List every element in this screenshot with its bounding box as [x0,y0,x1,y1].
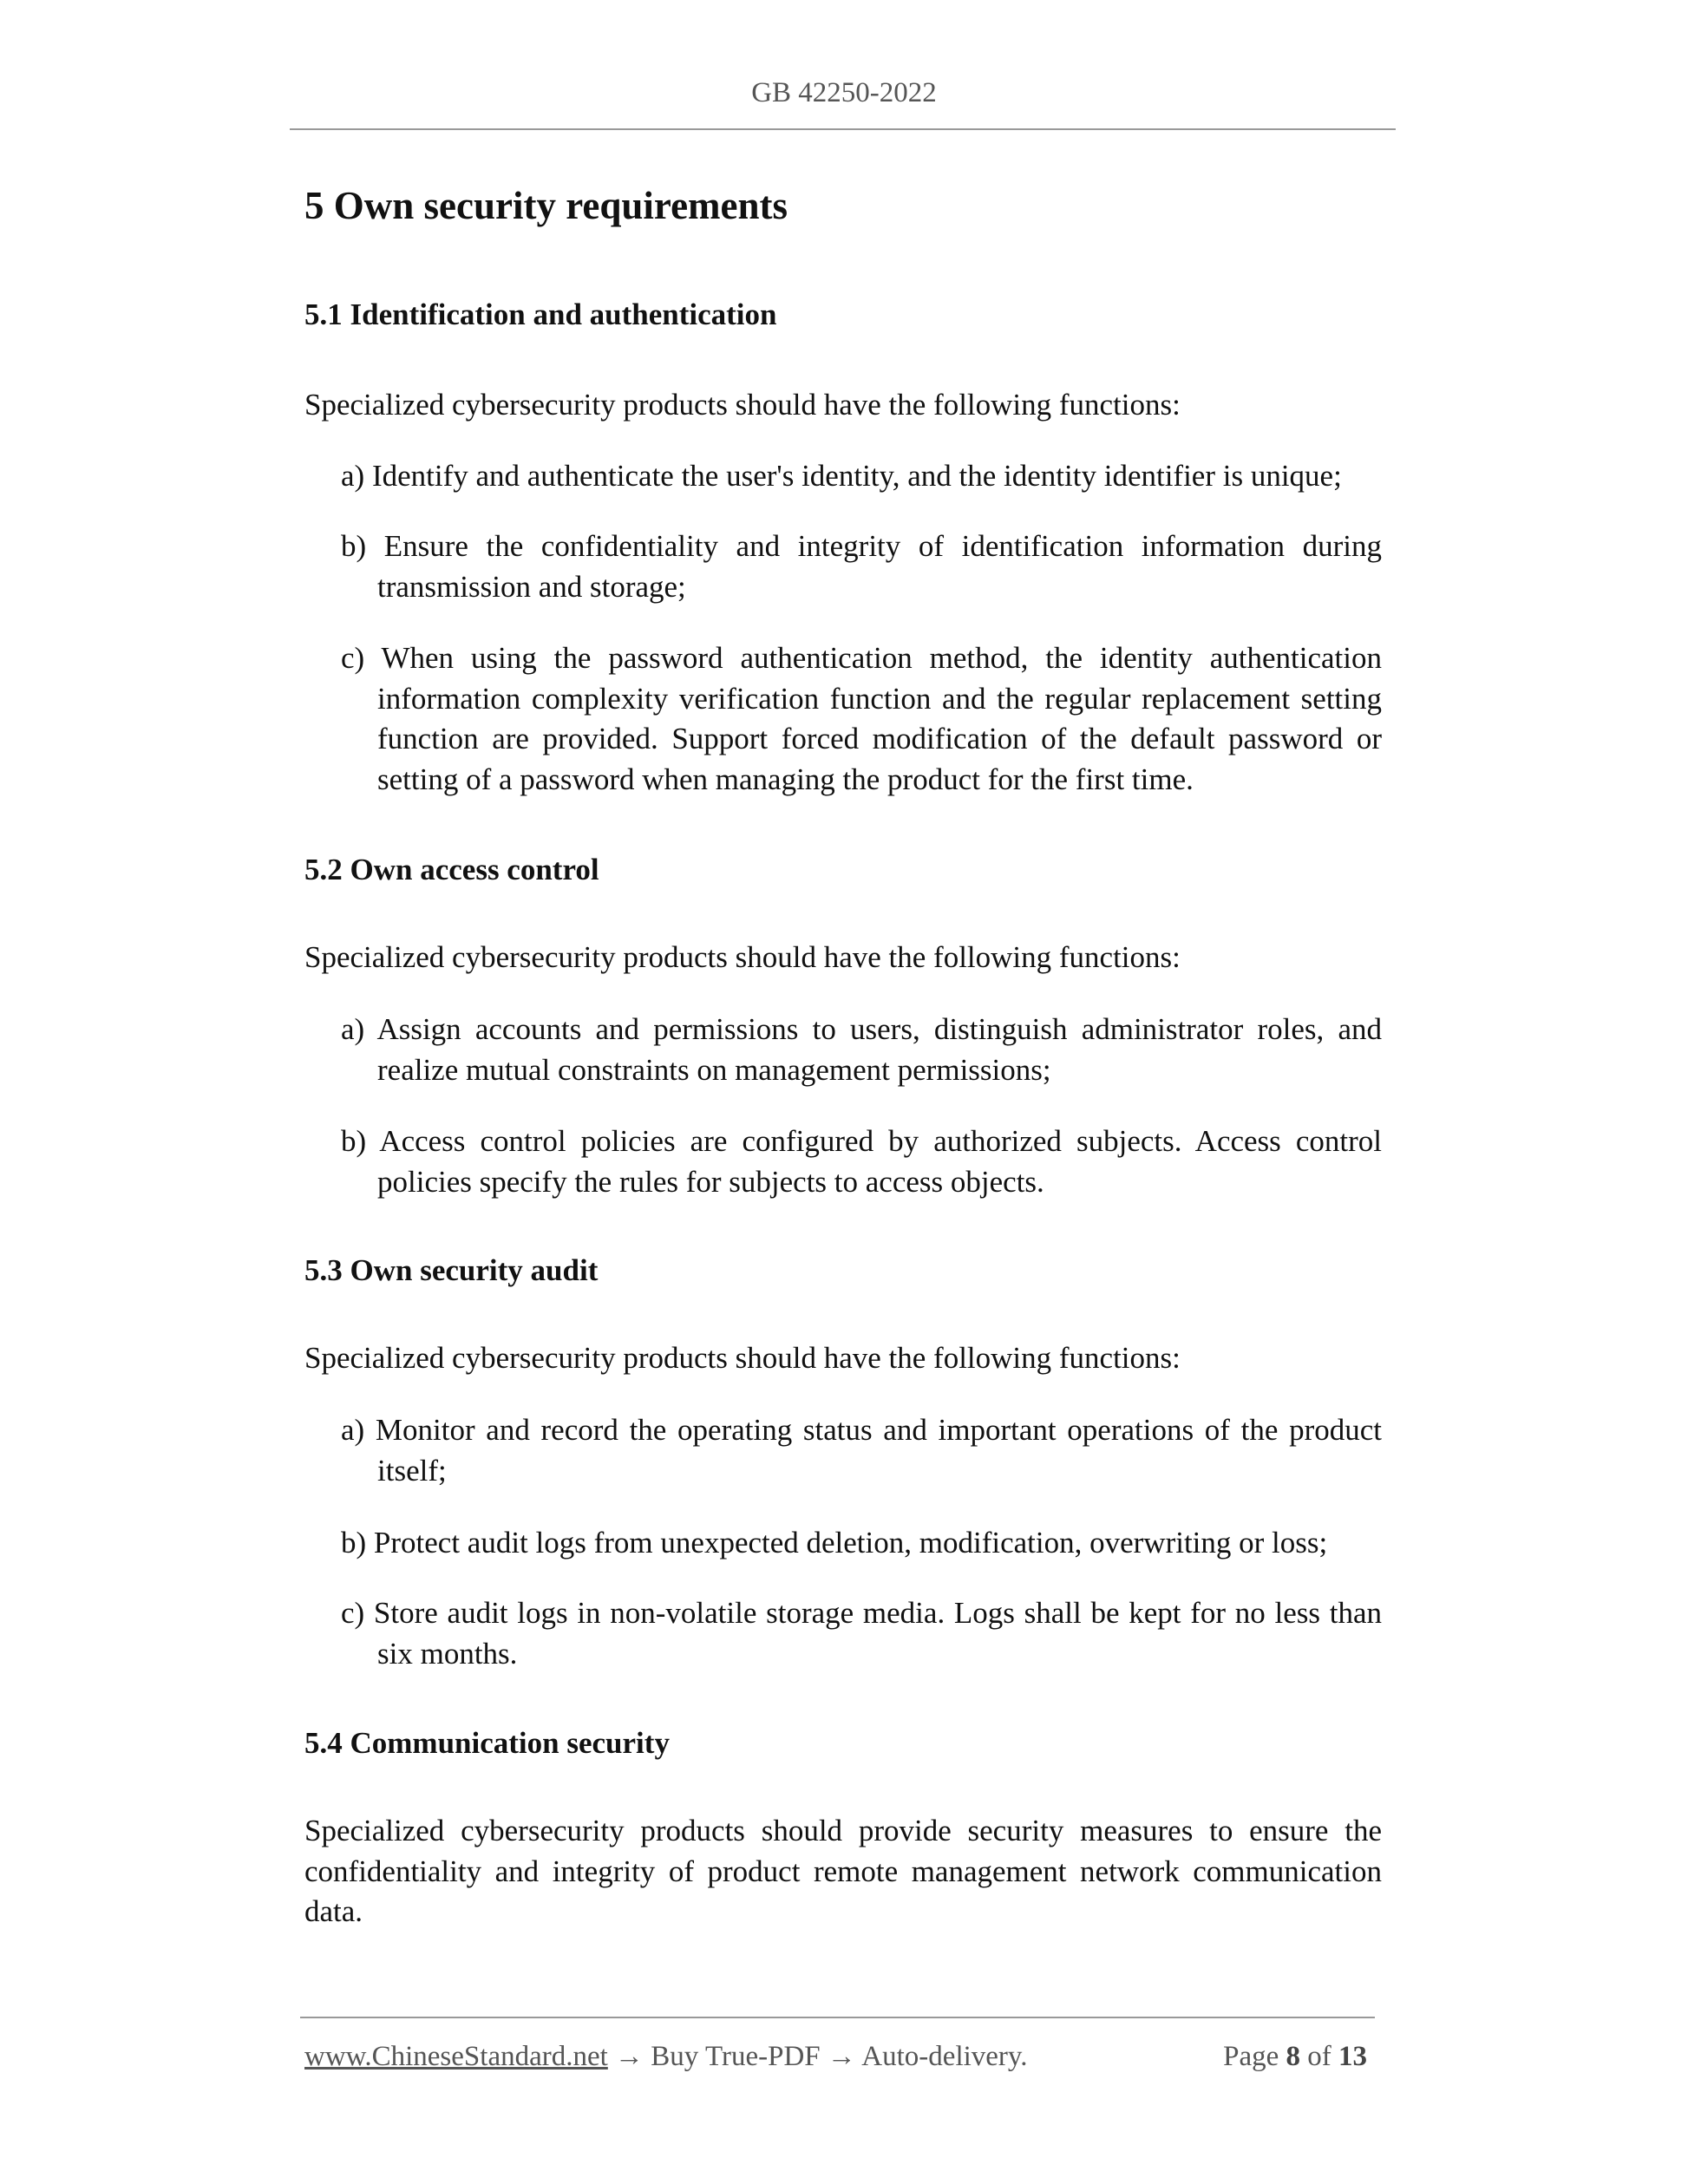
list-item: c) Store audit logs in non-volatile storage media. Logs shall be kept for no less than six months. [341,1596,1382,1671]
list-item: b) Access control policies are configured by authorized subjects. Access control policies specify the rules for subjects to access objects. [341,1124,1382,1199]
page-total: 13 [1338,2041,1367,2072]
footer-tagline: → Buy True-PDF → Auto-delivery. [607,2041,1028,2072]
website-link[interactable]: www.ChineseStandard.net [304,2041,608,2072]
page-title: 5 Own security requirements [304,184,788,227]
running-header: GB 42250-2022 [751,77,937,108]
list-item: a) Monitor and record the operating status and important operations of the product itself; [341,1413,1382,1488]
footer-promo [304,2037,1028,2076]
section-heading: 5.1 Identification and authentication [304,298,777,331]
page-number: 8 [1286,2041,1300,2072]
footer-divider [300,2017,1375,2018]
page-indicator [1223,2037,1367,2076]
section-heading: 5.4 Communication security [304,1726,670,1760]
section-intro: Specialized cybersecurity products should have the following functions: [304,940,1181,974]
header-divider [290,128,1396,130]
of-label: of [1307,2041,1331,2072]
list-item: b) Protect audit logs from unexpected deletion, modification, overwriting or loss; [341,1526,1328,1560]
section-heading: 5.3 Own security audit [304,1253,599,1287]
section-intro: Specialized cybersecurity products should have the following functions: [304,1341,1181,1375]
list-item: c) When using the password authentication method, the identity authentication information complexity verification function and the regular replacement setting function are provided. Support forced modification of the default password or setting of a password when managing the product for the first time. [341,641,1382,796]
section-body: Specialized cybersecurity products should provide security measures to ensure the confidentiality and integrity of product remote management network communication data. [304,1814,1382,1928]
page-label: Page [1223,2041,1279,2072]
section-heading: 5.2 Own access control [304,853,599,886]
list-item: a) Identify and authenticate the user's identity, and the identity identifier is unique; [341,459,1342,493]
section-intro: Specialized cybersecurity products should have the following functions: [304,388,1181,422]
list-item: b) Ensure the confidentiality and integrity of identification information during transmission and storage; [341,529,1382,604]
list-item: a) Assign accounts and permissions to users, distinguish administrator roles, and realize mutual constraints on management permissions; [341,1012,1382,1087]
